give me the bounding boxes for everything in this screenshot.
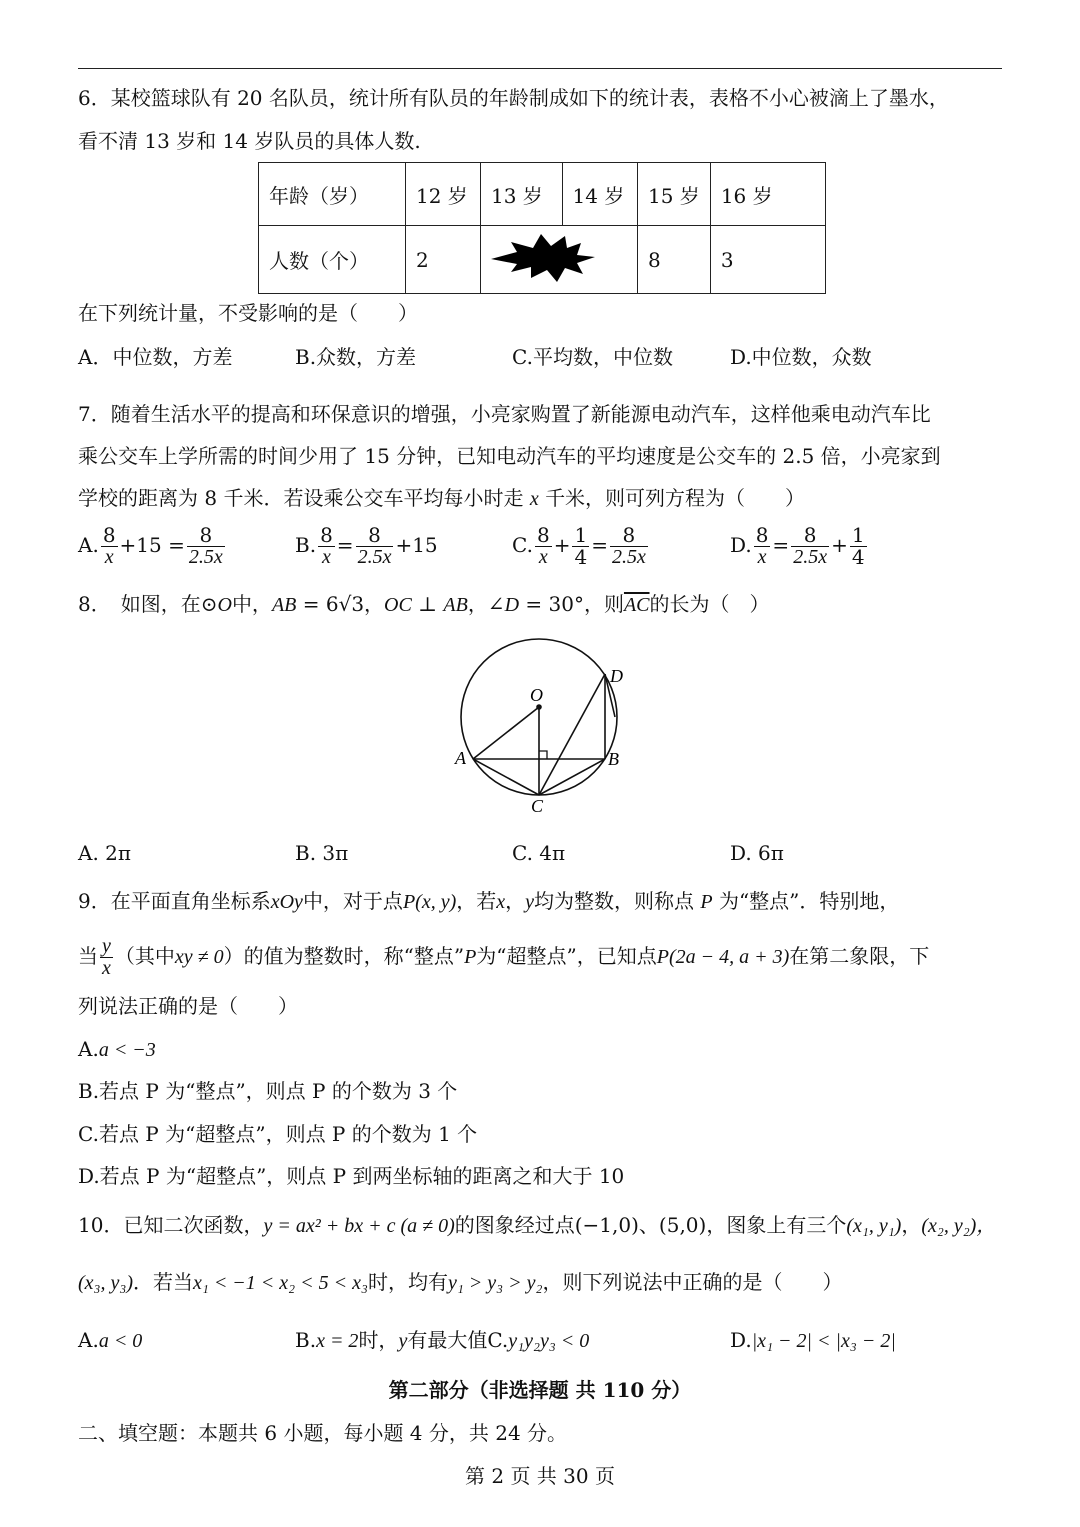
frac-num: 1 (851, 523, 865, 547)
q9-l1d: 均为整数，则称点 (534, 889, 695, 913)
frac-num: 8 (102, 523, 116, 547)
q10-option-a (78, 1330, 142, 1351)
q7-option-b (295, 525, 438, 568)
segment-oa (473, 707, 539, 759)
q7-c-eq: = (591, 533, 608, 557)
q9-xy: xy ≠ 0 (174, 946, 224, 968)
q10-sep: ， (901, 1213, 922, 1237)
q6-option-d: D.中位数，众数 (730, 345, 872, 369)
q8-ab-val: = 6√3， (296, 592, 385, 616)
frac-num: 8 (356, 525, 394, 547)
q10-p2: (x₂, y₂)， (921, 1215, 997, 1237)
q10-b-label: B. (295, 1328, 317, 1352)
q7-d-frac3 (850, 525, 867, 568)
q7-c-plus: + (553, 533, 571, 557)
q10-b-x: x = 2 (316, 1330, 359, 1352)
q8-ab2: AB (443, 594, 468, 616)
frac-den: 2.5x (793, 546, 828, 568)
q10-d-math: |x₁ − 2| < |x₃ − 2| (751, 1330, 896, 1352)
q6-option-c: C.平均数，中位数 (512, 345, 673, 369)
frac-den: 4 (574, 545, 588, 569)
q8-ab: AB (271, 594, 297, 616)
q7-a-frac2 (187, 525, 225, 568)
q8-line (78, 594, 770, 615)
frac-num: 8 (610, 525, 648, 547)
q6-question: 在下列统计量，不受影响的是（ ） (78, 301, 418, 325)
q9-option-a (78, 1039, 156, 1060)
age-row (259, 163, 826, 226)
frac-den: 2.5x (611, 546, 646, 568)
center-dot (536, 704, 542, 710)
q10-p1: (x₁, y₁) (846, 1215, 902, 1237)
q9-xoy: xOy (270, 891, 303, 913)
count-16: 3 (710, 226, 825, 294)
q9-l2b: ）的值为整数时，称“整点” (223, 944, 465, 968)
q7-option-c (512, 525, 650, 568)
q9-p4: P (656, 946, 669, 968)
page-footer: 第 2 页 共 30 页 (465, 1464, 615, 1488)
q9-p3: P (464, 946, 477, 968)
q10-line1 (78, 1215, 996, 1236)
label-b: B (608, 749, 619, 769)
q10-fn: y = ax² + bx + c (a ≠ 0) (263, 1215, 455, 1237)
q9-y: y (525, 891, 535, 913)
q7-c-label: C. (512, 533, 533, 557)
frac-den: x (757, 546, 767, 568)
top-rule (78, 68, 1002, 69)
q8-option-b: B. 3π (295, 841, 349, 865)
q10-b-mid: 时， (358, 1328, 399, 1352)
label-o: O (530, 685, 543, 705)
q9-option-c: C.若点 P 为“超整点”，则点 P 的个数为 1 个 (78, 1122, 478, 1146)
circle-figure (440, 630, 650, 820)
q7-d-eq: = (772, 533, 790, 557)
frac-den: x (321, 546, 331, 568)
q7-a-label: A. (78, 533, 99, 557)
q8-option-c: C. 4π (512, 841, 566, 865)
q9-p: P (402, 891, 416, 913)
q9-line3: 列说法正确的是（ ） (78, 994, 298, 1018)
q7-option-d (730, 525, 869, 568)
q7-c-frac1 (535, 525, 552, 568)
age-table (258, 162, 826, 294)
q10-l2b: 时，均有 (367, 1270, 448, 1294)
q10-a-label: A. (78, 1328, 99, 1352)
count-header-label: 人数（个） (259, 226, 406, 294)
frac-num: y (102, 935, 111, 957)
q10-l1c: ，图象上有三个 (706, 1213, 847, 1237)
q8-arc-ac: $\overline{AC}$ (623, 594, 650, 616)
label-c: C (531, 796, 544, 816)
segment-ac (473, 759, 539, 795)
q7-c-frac2 (572, 525, 589, 568)
q7-b-frac2 (356, 525, 394, 568)
frac-den: x (104, 546, 114, 568)
frac-num: 8 (187, 525, 225, 547)
ink-blot-cell (481, 226, 638, 294)
q7-b-op: +15 (395, 533, 438, 557)
q10-a-math: a < 0 (98, 1330, 143, 1352)
q9-line1 (78, 891, 899, 912)
q10-l2a: ．若当 (132, 1270, 193, 1294)
q9-pt2: (2a − 4, a + 3) (668, 946, 790, 968)
q9-a-math: a < −3 (98, 1039, 156, 1061)
age-header-label: 年龄（岁） (259, 163, 406, 226)
q9-when: 当 (78, 944, 98, 968)
q6-line1: 6．某校篮球队有 20 名队员，统计所有队员的年龄制成如下的统计表，表格不小心被滴上了墨水， (78, 86, 949, 110)
age-16: 16 岁 (710, 163, 825, 226)
q7-d-plus: + (831, 533, 848, 557)
q9-p2: P (700, 891, 713, 913)
q8-o: O (217, 594, 232, 616)
count-12: 2 (406, 226, 481, 294)
q9-l1b: 中，对于点 (302, 889, 403, 913)
q6-line2: 看不清 13 岁和 14 岁队员的具体人数. (78, 129, 421, 153)
q7-c-frac3 (610, 525, 648, 568)
age-13: 13 岁 (481, 163, 563, 226)
count-row (259, 226, 826, 294)
right-angle-mark (539, 751, 547, 759)
q8-prefix: 8． 如图，在⊙ (78, 592, 218, 616)
age-12: 12 岁 (406, 163, 481, 226)
q8-option-a: A. 2π (78, 841, 132, 865)
q9-l2a: （其中 (114, 944, 175, 968)
q10-option-d (730, 1330, 896, 1351)
q7-line2: 乘公交车上学所需的时间少用了 15 分钟，已知电动汽车的平均速度是公交车的 2.5 倍，小亮家到 (78, 444, 941, 468)
frac-num: 8 (536, 523, 550, 547)
q9-option-b: B.若点 P 为“整点”，则点 P 的个数为 3 个 (78, 1079, 458, 1103)
q8-angle-val: = 30°，则 (519, 592, 624, 616)
q9-line2 (78, 936, 929, 979)
q8-suffix: 的长为（ ） (649, 592, 770, 616)
q7-line3 (78, 488, 805, 509)
q10-ineq: y₁ > y₃ > y₂ (447, 1272, 543, 1294)
section2-heading: 二、填空题：本题共 6 小题，每小题 4 分，共 24 分。 (78, 1421, 568, 1445)
q10-pts: (−1,0)、(5,0) (574, 1213, 707, 1237)
q9-option-d: D.若点 P 为“超整点”，则点 P 到两坐标轴的距离之和大于 10 (78, 1164, 625, 1188)
count-15: 8 (638, 226, 711, 294)
q10-b-post: 有最大值 (407, 1328, 488, 1352)
label-d: D (610, 666, 623, 686)
q8-oc: OC (384, 594, 412, 616)
q9-l2d: 在第二象限，下 (789, 944, 930, 968)
q9-l1c: ，若 (456, 889, 497, 913)
q8-option-d: D. 6π (730, 841, 784, 865)
q7-var-x: x (529, 488, 539, 510)
label-a: A (455, 748, 466, 768)
q10-l2c: ，则下列说法中正确的是（ ） (542, 1270, 843, 1294)
q9-frac (100, 936, 113, 979)
q10-b-y: y (398, 1330, 408, 1352)
q7-b-eq: = (336, 533, 354, 557)
part2-title: 第二部分（非选择题 共 110 分） (388, 1378, 692, 1402)
ink-blot-icon (481, 226, 637, 288)
q9-pt: (x, y) (415, 891, 457, 913)
q10-line2 (78, 1272, 842, 1293)
q10-l1b: 的图象经过点 (454, 1213, 575, 1237)
q7-line3-a: 学校的距离为 8 千米．若设乘公交车平均每小时走 (78, 486, 524, 510)
q7-b-label: B. (295, 533, 317, 557)
frac-num: 8 (791, 525, 829, 547)
frac-num: 8 (320, 523, 333, 547)
q10-d-label: D. (730, 1328, 752, 1352)
q9-l1e: 为“整点”．特别地， (718, 889, 900, 913)
q6-option-a: A．中位数，方差 (78, 345, 233, 369)
age-14: 14 岁 (562, 163, 637, 226)
q9-a-label: A. (78, 1037, 99, 1061)
q7-a-op: +15 = (119, 533, 185, 557)
q7-b-frac1 (318, 525, 335, 568)
q7-d-frac1 (754, 525, 771, 568)
frac-den: 4 (851, 545, 865, 569)
q7-line1: 7．随着生活水平的提高和环保意识的增强，小亮家购置了新能源电动汽车，这样他乘电动汽车比 (78, 402, 931, 426)
q6-option-b: B.众数，方差 (295, 345, 417, 369)
q8-angle: ，∠ (467, 592, 505, 616)
q8-d: D (504, 594, 520, 616)
q9-l2c: 为“超整点”，已知点 (476, 944, 657, 968)
q10-l1a: 10．已知二次函数， (78, 1213, 264, 1237)
q10-c-label: C. (487, 1328, 509, 1352)
q7-d-label: D. (730, 533, 752, 557)
frac-den: x (102, 957, 111, 979)
q10-p3: (x₃, y₃) (78, 1272, 133, 1294)
age-15: 15 岁 (638, 163, 711, 226)
q10-c-math: y₁y₂y₃ < 0 (508, 1330, 590, 1352)
q8-mid1: 中， (231, 592, 272, 616)
q10-cond: x₁ < −1 < x₂ < 5 < x₃ (192, 1272, 368, 1294)
q9-comma: ， (505, 889, 526, 913)
q7-d-frac2 (791, 525, 829, 568)
q7-a-frac1 (101, 525, 118, 568)
q7-line3-b: 千米，则可列方程为（ ） (545, 486, 806, 510)
q8-perp: ⊥ (411, 592, 444, 616)
frac-den: x (538, 546, 548, 568)
frac-num: 8 (755, 523, 769, 547)
q9-x: x (496, 891, 506, 913)
frac-num: 1 (574, 523, 588, 547)
q9-l1a: 9．在平面直角坐标系 (78, 889, 271, 913)
q7-option-a (78, 525, 227, 568)
frac-den: 2.5x (357, 546, 392, 568)
q10-option-b (295, 1330, 589, 1351)
frac-den: 2.5x (188, 546, 223, 568)
